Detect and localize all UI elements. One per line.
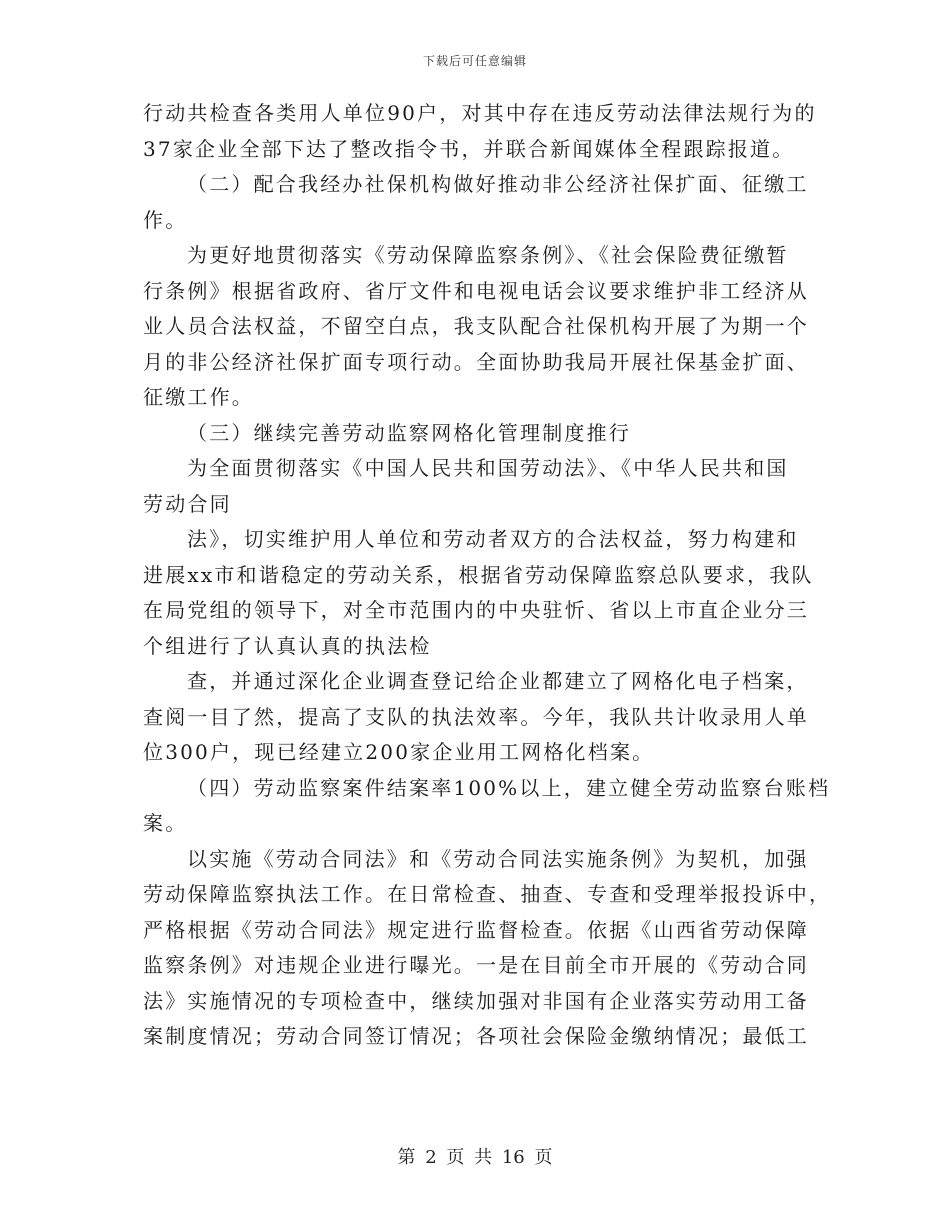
text-line: 为全面贯彻落实《中国人民共和国劳动法》、《中华人民共和国 xyxy=(187,456,789,480)
text-line: 为更好地贯彻落实《劳动保障监察条例》、《社会保险费征缴暂 xyxy=(187,243,789,267)
text-line: 37家企业全部下达了整改指令书，并联合新闻媒体全程跟踪报道。 xyxy=(143,136,795,161)
page-number: 第 2 页 共 16 页 xyxy=(397,1147,553,1168)
section-heading: （三）继续完善劳动监察网格化管理制度推行 xyxy=(187,420,631,445)
section-heading: （四）劳动监察案件结案率100%以上，建立健全劳动监察台账档 xyxy=(187,775,831,800)
text-line: 查阅一目了然，提高了支队的执法效率。今年，我队共计收录用人单 xyxy=(143,704,809,729)
text-line: 法》，切实维护用人单位和劳动者双方的合法权益，努力构建和 xyxy=(187,527,799,551)
text-line: 行动共检查各类用人单位90户，对其中存在违反劳动法律法规行为的 xyxy=(143,101,817,125)
text-line: 进展xx市和谐稳定的劳动关系，根据省劳动保障监察总队要求，我队 xyxy=(143,562,814,587)
document-body xyxy=(143,96,832,1055)
text-line: 月的非公经济社保扩面专项行动。全面协助我局开展社保基金扩面、 xyxy=(143,349,809,374)
text-line: 法》实施情况的专项检查中，继续加强对非国有企业落实劳动用工备 xyxy=(143,988,809,1013)
text-line: 案制度情况；劳动合同签订情况；各项社会保险金缴纳情况；最低工 xyxy=(143,1024,809,1048)
text-line: 个组进行了认真认真的执法检 xyxy=(143,633,432,658)
text-line: 劳动合同 xyxy=(143,491,232,516)
text-line: 在局党组的领导下，对全市范围内的中央驻忻、省以上市直企业分三 xyxy=(143,598,809,622)
text-line: 严格根据《劳动合同法》规定进行监督检查。依据《山西省劳动保障 xyxy=(143,917,809,942)
text-line: 作。 xyxy=(143,207,188,232)
text-line: 行条例》根据省政府、省厅文件和电视电话会议要求维护非工经济从 xyxy=(143,278,809,303)
text-line: 劳动保障监察执法工作。在日常检查、抽查、专查和受理举报投诉中， xyxy=(143,882,832,906)
section-heading: （二）配合我经办社保机构做好推动非公经济社保扩面、征缴工 xyxy=(187,172,809,196)
text-line: 案。 xyxy=(143,811,188,835)
text-line: 征缴工作。 xyxy=(143,385,254,409)
text-line: 位300户，现已经建立200家企业用工网格化档案。 xyxy=(143,740,655,764)
page-header: 下载后可任意编辑 xyxy=(422,54,527,68)
text-line: 监察条例》对违规企业进行曝光。一是在目前全市开展的《劳动合同 xyxy=(143,953,809,977)
text-line: 查，并通过深化企业调查登记给企业都建立了网格化电子档案， xyxy=(187,669,809,693)
text-line: 业人员合法权益，不留空白点，我支队配合社保机构开展了为期一个 xyxy=(143,314,809,338)
text-line: 以实施《劳动合同法》和《劳动合同法实施条例》为契机，加强 xyxy=(187,846,809,871)
